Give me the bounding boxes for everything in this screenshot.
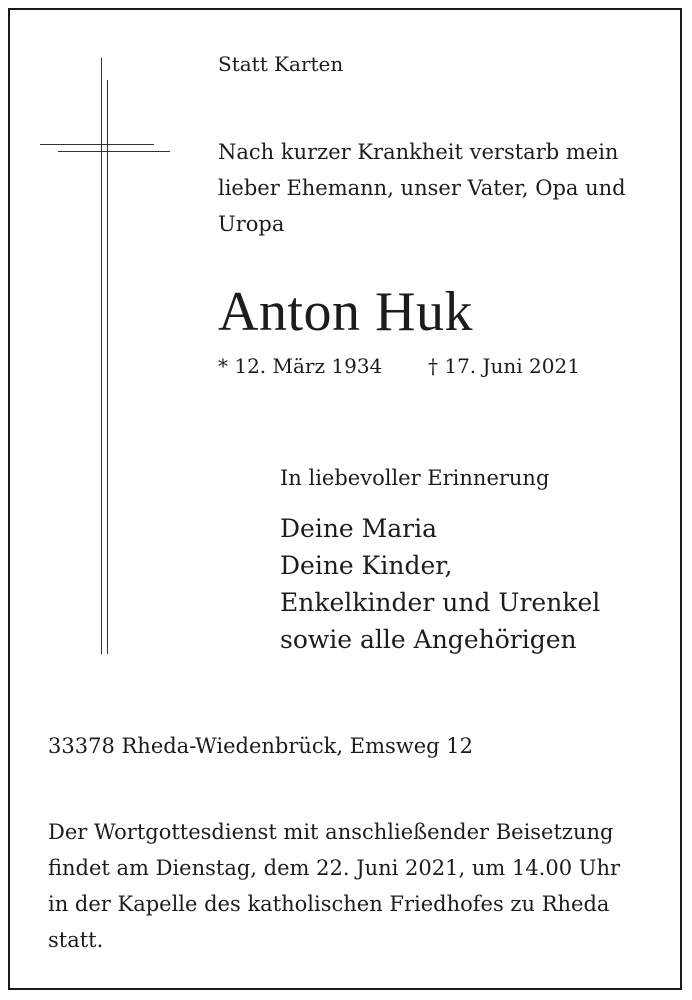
mourner-line: Deine Maria [280, 514, 438, 543]
mourner-line: Deine Kinder, [280, 551, 453, 580]
cross-vertical-line-inner [107, 80, 108, 654]
intro-line: Nach kurzer Krankheit verstarb mein [218, 140, 619, 164]
death-date: † 17. Juni 2021 [428, 354, 580, 378]
memory-intro: In liebevoller Erinnerung [280, 466, 550, 490]
birth-date: * 12. März 1934 [218, 354, 383, 378]
statt-karten-label: Statt Karten [218, 52, 344, 76]
funeral-line: in der Kapelle des katholischen Friedhofes zu Rheda [48, 892, 610, 916]
intro-line: lieber Ehemann, unser Vater, Opa und [218, 176, 626, 200]
cross-horizontal-line [40, 144, 154, 145]
funeral-line: statt. [48, 928, 104, 952]
deceased-name: Anton Huk [218, 281, 473, 343]
intro-text [218, 134, 626, 242]
obituary-notice [8, 8, 682, 990]
intro-line: Uropa [218, 212, 285, 236]
mourners-list [280, 510, 600, 658]
mourner-line: sowie alle Angehörigen [280, 625, 577, 654]
mourner-line: Enkelkinder und Urenkel [280, 588, 601, 617]
funeral-info [48, 814, 620, 958]
funeral-line: Der Wortgottesdienst mit anschließender Beisetzung [48, 820, 614, 844]
funeral-line: findet am Dienstag, dem 22. Juni 2021, um 14.00 Uhr [48, 856, 621, 880]
address: 33378 Rheda-Wiedenbrück, Emsweg 12 [48, 734, 474, 758]
cross-horizontal-line-inner [58, 151, 170, 152]
cross-vertical-line [101, 58, 102, 654]
